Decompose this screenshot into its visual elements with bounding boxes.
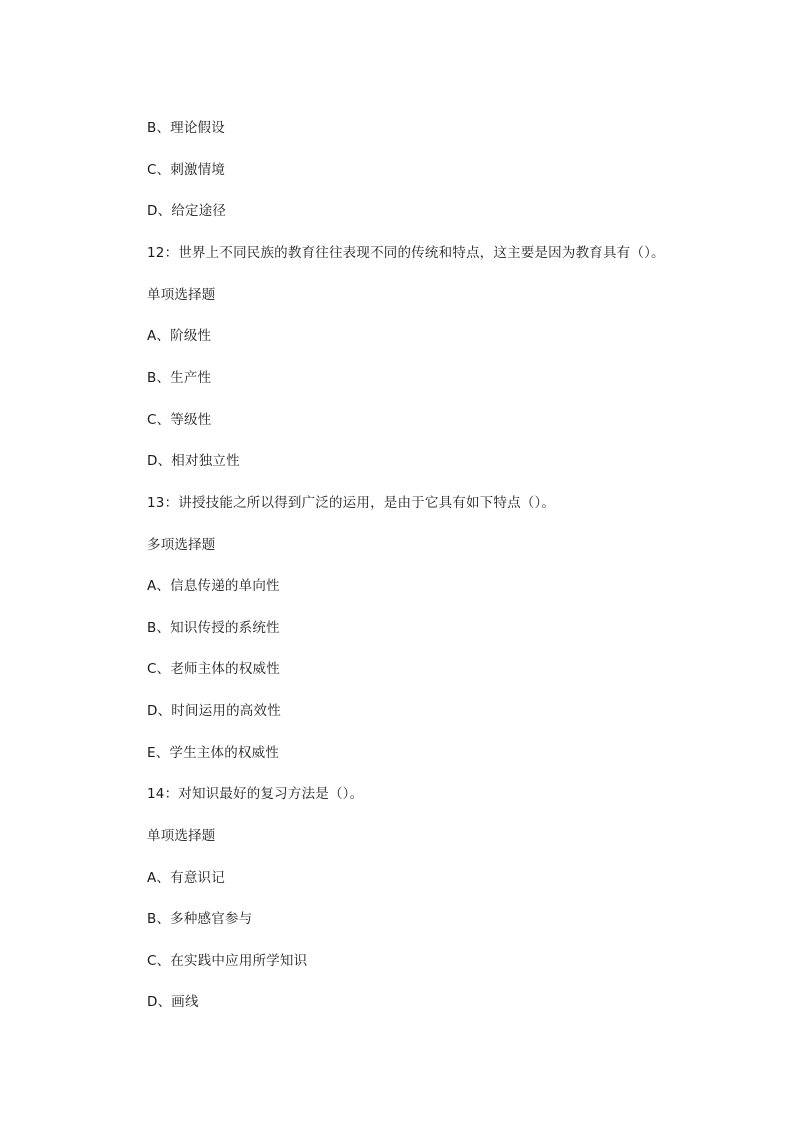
q12-option-c: C、等级性	[147, 412, 212, 428]
q13-option-c: C、老师主体的权威性	[147, 661, 280, 677]
q14-type: 单项选择题	[147, 828, 216, 844]
q12-question: 12：世界上不同民族的教育往往表现不同的传统和特点，这主要是因为教育具有（）。	[147, 245, 665, 261]
q12-option-a: A、阶级性	[147, 328, 212, 344]
q11-option-d: D、给定途径	[147, 203, 227, 219]
q13-option-a: A、信息传递的单向性	[147, 578, 280, 594]
q13-option-d: D、时间运用的高效性	[147, 703, 281, 719]
q14-option-d: D、画线	[147, 994, 199, 1010]
q11-option-c: C、刺激情境	[147, 162, 226, 178]
q13-option-b: B、知识传授的系统性	[147, 620, 280, 636]
q13-option-e: E、学生主体的权威性	[147, 745, 280, 761]
q14-option-b: B、多种感官参与	[147, 911, 253, 927]
q12-option-d: D、相对独立性	[147, 453, 240, 469]
q14-question: 14：对知识最好的复习方法是（）。	[147, 786, 364, 802]
q11-option-b: B、理论假设	[147, 120, 225, 136]
q13-question: 13：讲授技能之所以得到广泛的运用，是由于它具有如下特点（）。	[147, 495, 556, 511]
q13-type: 多项选择题	[147, 537, 216, 553]
q14-option-c: C、在实践中应用所学知识	[147, 953, 308, 969]
q12-option-b: B、生产性	[147, 370, 212, 386]
q12-type: 单项选择题	[147, 287, 216, 303]
q14-option-a: A、有意识记	[147, 870, 225, 886]
